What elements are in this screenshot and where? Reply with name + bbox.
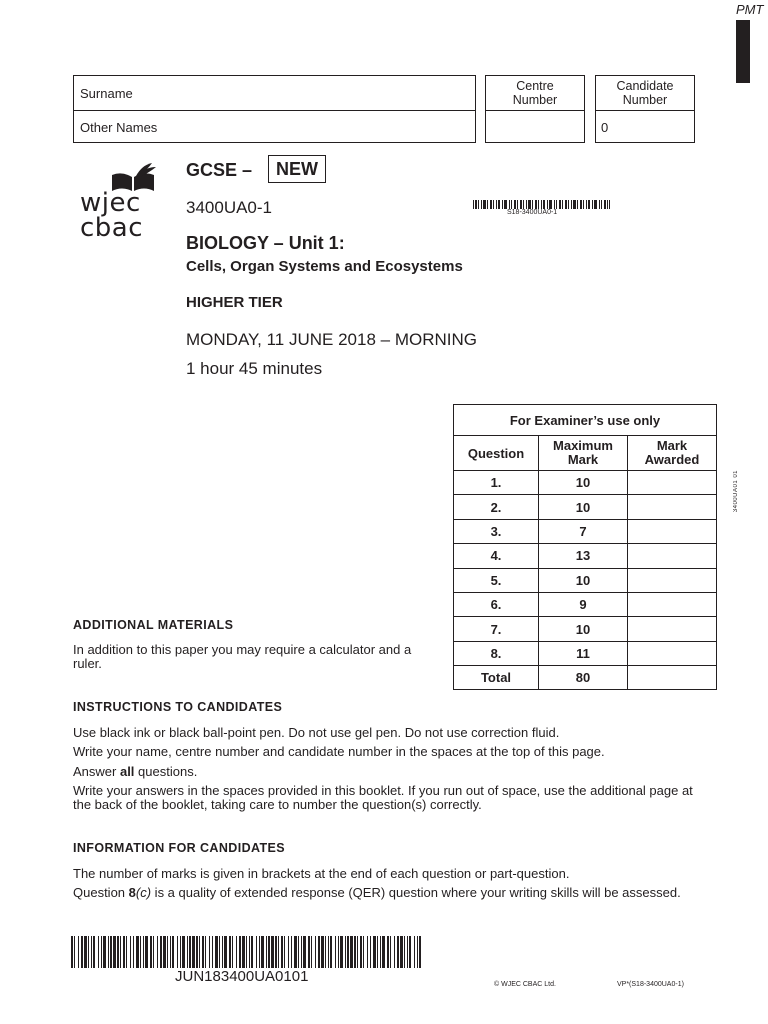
- maximum-mark: 13: [539, 544, 628, 568]
- candidate-number-value: 0: [601, 120, 609, 135]
- centre-number-field[interactable]: [485, 110, 585, 143]
- barcode-bar: [288, 936, 289, 968]
- barcode-bar: [321, 936, 324, 968]
- barcode-bar: [108, 936, 109, 968]
- table-row: [454, 617, 717, 641]
- small-barcode: [473, 200, 610, 209]
- information-line-2: [73, 886, 694, 900]
- exam-duration: 1 hour 45 minutes: [186, 359, 323, 378]
- barcode-bar: [328, 936, 329, 968]
- barcode-bar: [246, 936, 247, 968]
- barcode-bar: [153, 936, 154, 968]
- question-number: 8.: [454, 641, 539, 665]
- mark-awarded-cell[interactable]: [628, 471, 717, 495]
- other-names-label: Other Names: [80, 120, 158, 135]
- barcode-bar: [268, 936, 270, 968]
- question-number: 4.: [454, 544, 539, 568]
- barcode-bar: [284, 936, 285, 968]
- barcode-bar: [74, 936, 75, 968]
- barcode-bar: [330, 936, 332, 968]
- question-number: 7.: [454, 617, 539, 641]
- instructions-line-3-bold: all: [119, 764, 135, 779]
- question-number: 6.: [454, 592, 539, 616]
- barcode-bar: [170, 936, 171, 968]
- maximum-mark: 7: [539, 519, 628, 543]
- barcode-bar: [110, 936, 112, 968]
- barcode-bar: [113, 936, 116, 968]
- barcode-bar: [397, 936, 399, 968]
- barcode-bar: [357, 936, 358, 968]
- barcode-bar: [93, 936, 95, 968]
- question-number: 1.: [454, 471, 539, 495]
- barcode-bar: [88, 936, 89, 968]
- barcode-bar: [407, 936, 408, 968]
- surname-label: Surname: [80, 86, 133, 101]
- barcode-bar: [160, 936, 162, 968]
- barcode-bar: [400, 936, 403, 968]
- barcode-bar: [249, 936, 250, 968]
- subject-title: BIOLOGY – Unit 1:: [186, 233, 345, 253]
- barcode-bar: [157, 936, 158, 968]
- total-label: Total: [454, 666, 539, 690]
- barcode-bar: [335, 936, 336, 968]
- barcode-bar: [414, 936, 415, 968]
- logo-cbac-text: cbac: [80, 213, 144, 243]
- barcode-bar: [103, 936, 106, 968]
- barcode-bar: [360, 936, 362, 968]
- information-line-2-pre: Question: [73, 885, 129, 900]
- barcode-bar: [261, 936, 264, 968]
- information-line-2-post: is a quality of extended response (QER) question where your writing skills will be assessed.: [151, 885, 681, 900]
- barcode-bar: [212, 936, 213, 968]
- barcode-bar: [373, 936, 376, 968]
- copyright: © WJEC CBAC Ltd.: [494, 981, 556, 988]
- mark-awarded-cell[interactable]: [628, 568, 717, 592]
- barcode-bar: [315, 936, 316, 968]
- barcode-bar: [140, 936, 141, 968]
- barcode-bar: [130, 936, 131, 968]
- paper-code: 3400UA0-1: [186, 198, 273, 217]
- information-line-2-italic: (c): [135, 885, 152, 900]
- mark-awarded-cell[interactable]: [628, 641, 717, 665]
- centre-number-label: Centre Number: [512, 79, 558, 107]
- mark-awarded-cell[interactable]: [628, 617, 717, 641]
- mark-awarded-cell[interactable]: [628, 592, 717, 616]
- side-code: 3400UA01 01: [733, 470, 739, 513]
- barcode-bar: [84, 936, 87, 968]
- instructions-line-3: [73, 765, 703, 779]
- table-row: [454, 519, 717, 543]
- barcode-bar: [205, 936, 206, 968]
- wjec-logo: [80, 163, 160, 243]
- barcode-bar: [382, 936, 385, 968]
- barcode-bar: [419, 936, 421, 968]
- mark-awarded-cell[interactable]: [628, 495, 717, 519]
- barcode-bar: [417, 936, 418, 968]
- footer-barcode-text: JUN183400UA0101: [175, 968, 309, 985]
- information-title: INFORMATION FOR CANDIDATES: [73, 841, 286, 855]
- barcode-bar: [224, 936, 227, 968]
- barcode-bar: [199, 936, 200, 968]
- barcode-bar: [311, 936, 312, 968]
- barcode-bar: [370, 936, 371, 968]
- question-number: 2.: [454, 495, 539, 519]
- barcode-bar: [387, 936, 389, 968]
- barcode-bar: [259, 936, 260, 968]
- examiner-table-title: For Examiner’s use only: [454, 405, 717, 436]
- barcode-bar: [298, 936, 299, 968]
- barcode-bar: [120, 936, 121, 968]
- barcode-bar: [78, 936, 79, 968]
- barcode-bar: [172, 936, 174, 968]
- examiner-table: [453, 404, 717, 690]
- information-line-1: The number of marks is given in brackets at the end of each question or part-question.: [73, 866, 570, 881]
- information-line-2-bold: 8: [128, 885, 136, 900]
- candidate-number-label: Candidate Number: [616, 79, 674, 107]
- barcode-bar: [219, 936, 220, 968]
- barcode-bar: [133, 936, 134, 968]
- tier-label: HIGHER TIER: [186, 294, 283, 311]
- barcode-bar: [71, 936, 73, 968]
- maximum-mark: 10: [539, 568, 628, 592]
- centre-number-header: [485, 75, 585, 111]
- barcode-bar: [81, 936, 83, 968]
- barcode-bar: [301, 936, 302, 968]
- barcode-bar: [303, 936, 306, 968]
- barcode-bar: [345, 936, 346, 968]
- barcode-bar: [187, 936, 188, 968]
- candidate-number-field[interactable]: [595, 110, 695, 143]
- barcode-bar: [150, 936, 152, 968]
- barcode-bar: [308, 936, 310, 968]
- table-row: [454, 544, 717, 568]
- barcode-bar: [318, 936, 320, 968]
- barcode-bar: [91, 936, 92, 968]
- gcse-label: GCSE –: [186, 160, 253, 180]
- instructions-title: INSTRUCTIONS TO CANDIDATES: [73, 700, 283, 714]
- total-value: 80: [539, 666, 628, 690]
- barcode-bar: [239, 936, 241, 968]
- barcode-bar: [291, 936, 292, 968]
- maximum-mark: 9: [539, 592, 628, 616]
- additional-materials-title: ADDITIONAL MATERIALS: [73, 618, 234, 632]
- table-row: [454, 495, 717, 519]
- barcode-bar: [136, 936, 139, 968]
- new-badge: NEW: [268, 155, 326, 183]
- barcode-bar: [215, 936, 218, 968]
- instructions-line-1: Use black ink or black ball-point pen. Do not use gel pen. Do not use correction fluid.: [73, 725, 560, 740]
- table-row: [454, 641, 717, 665]
- total-awarded-cell[interactable]: [628, 666, 717, 690]
- barcode-bar: [143, 936, 144, 968]
- barcode-bar: [236, 936, 237, 968]
- barcode-bar: [367, 936, 368, 968]
- barcode-bar: [196, 936, 198, 968]
- barcode-bar: [390, 936, 391, 968]
- maximum-mark: 10: [539, 495, 628, 519]
- barcode-bar: [117, 936, 119, 968]
- barcode-bar: [222, 936, 223, 968]
- barcode-bar: [271, 936, 274, 968]
- barcode-bar: [266, 936, 267, 968]
- logo-wjec-text: wjec: [80, 188, 141, 218]
- instructions-line-3-pre: Answer: [73, 764, 120, 779]
- barcode-bar: [177, 936, 178, 968]
- exam-date: MONDAY, 11 JUNE 2018 – MORNING: [186, 330, 477, 349]
- barcode-bar: [325, 936, 326, 968]
- footer-barcode: [71, 936, 421, 968]
- margin-bar: [736, 20, 750, 83]
- instructions-line-2: Write your name, centre number and candidate number in the spaces at the top of this page.: [73, 744, 605, 759]
- maximum-mark: 10: [539, 471, 628, 495]
- mark-awarded-cell[interactable]: [628, 519, 717, 543]
- barcode-bar: [242, 936, 245, 968]
- barcode-bar: [377, 936, 378, 968]
- barcode-bar: [202, 936, 204, 968]
- barcode-bar: [278, 936, 279, 968]
- barcode-bar: [275, 936, 277, 968]
- barcode-bar: [394, 936, 395, 968]
- paper-ref: VP*(S18-3400UA0-1): [617, 981, 684, 988]
- other-names-field[interactable]: [73, 110, 476, 143]
- barcode-bar: [98, 936, 99, 968]
- maximum-mark: 11: [539, 641, 628, 665]
- small-barcode-caption: S18-3400UA0-1: [507, 209, 558, 216]
- additional-materials-text: In addition to this paper you may require a calculator and a ruler.: [73, 642, 412, 671]
- barcode-bar: [145, 936, 148, 968]
- table-row: [454, 568, 717, 592]
- barcode-bar: [251, 936, 253, 968]
- table-row: [454, 592, 717, 616]
- barcode-bar: [404, 936, 405, 968]
- barcode-bar: [229, 936, 231, 968]
- barcode-bar: [409, 936, 411, 968]
- subject-subtitle: Cells, Organ Systems and Ecosystems: [186, 258, 463, 275]
- barcode-bar: [189, 936, 191, 968]
- instructions-line-4: Write your answers in the spaces provided in this booklet. If you run out of space, use the additional page at the back of the booklet, taking care to number the question(s) correctly.: [73, 783, 693, 812]
- barcode-bar: [363, 936, 364, 968]
- barcode-bar: [126, 936, 127, 968]
- mark-awarded-cell[interactable]: [628, 544, 717, 568]
- barcode-bar: [163, 936, 166, 968]
- table-row: [454, 471, 717, 495]
- barcode-bar: [232, 936, 233, 968]
- candidate-number-header: [595, 75, 695, 111]
- barcode-bar: [340, 936, 343, 968]
- maximum-mark: 10: [539, 617, 628, 641]
- col-awarded-header: Mark Awarded: [628, 436, 717, 471]
- barcode-bar: [182, 936, 185, 968]
- question-number: 3.: [454, 519, 539, 543]
- barcode-bar: [338, 936, 339, 968]
- surname-field[interactable]: [73, 75, 476, 111]
- barcode-bar: [123, 936, 125, 968]
- barcode-bar: [380, 936, 381, 968]
- pmt-label: PMT: [736, 2, 764, 17]
- col-question-header: Question: [454, 436, 539, 471]
- barcode-bar: [294, 936, 297, 968]
- barcode-bar: [350, 936, 353, 968]
- barcode-bar: [180, 936, 181, 968]
- barcode-bar: [167, 936, 168, 968]
- barcode-bar: [281, 936, 283, 968]
- barcode-bar: [256, 936, 257, 968]
- barcode-bar: [192, 936, 195, 968]
- barcode-bar: [101, 936, 102, 968]
- question-number: 5.: [454, 568, 539, 592]
- barcode-bar: [347, 936, 349, 968]
- col-max-header: Maximum Mark: [539, 436, 628, 471]
- barcode-bar: [209, 936, 210, 968]
- barcode-bar: [354, 936, 356, 968]
- instructions-line-3-post: questions.: [134, 764, 198, 779]
